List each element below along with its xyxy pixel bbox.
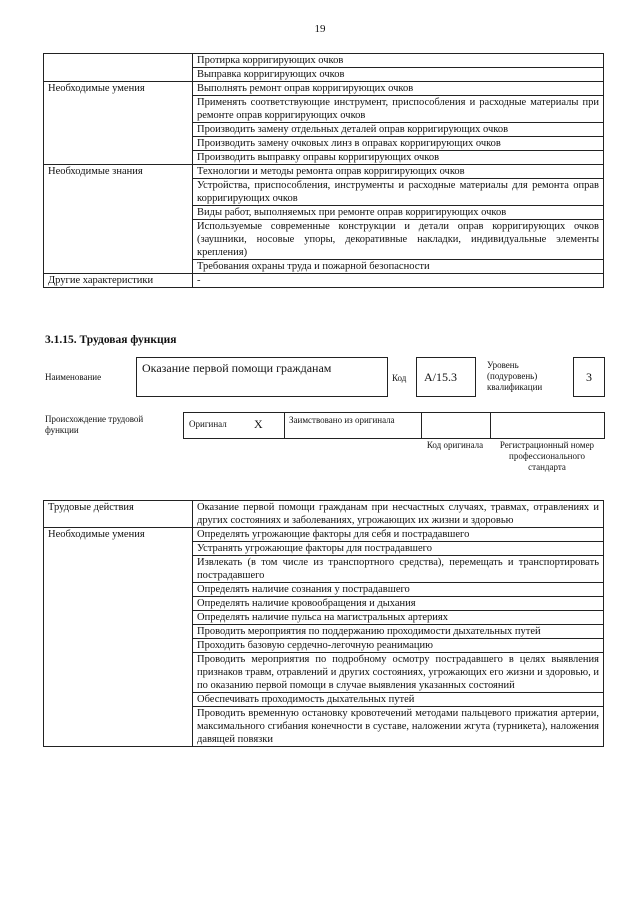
table-row [44,54,604,68]
code-orig-label: Код оригинала [426,440,484,450]
table-row [44,501,604,528]
name-value: Оказание первой помощи гражданам [142,361,332,375]
original-label: Оригинал [189,419,227,429]
code-orig-box [421,412,491,439]
row-item: Проводить мероприятия по поддержанию проходимости дыхательных путей [193,625,604,639]
code-value: А/15.3 [424,370,457,384]
row-label: Необходимые знания [44,165,193,274]
row-label: Другие характеристики [44,274,193,288]
row-label [44,54,193,82]
row-item: Протирка корригирующих очков [193,54,604,68]
table-row [44,274,604,288]
row-item: Производить замену отдельных деталей оправ корригирующих очков [193,123,604,137]
section-title: 3.1.15. Трудовая функция [45,334,177,346]
row-item: Применять соответствующие инструмент, приспособления и расходные материалы при ремонте оправ корригирующих очков [193,96,604,123]
reg-num-box [490,412,605,439]
row-item: Устройства, приспособления, инструменты и расходные материалы для ремонта оправ корригирующих очков [193,179,604,206]
table-row [44,165,604,179]
row-item: Проходить базовую сердечно-легочную реанимацию [193,639,604,653]
table-row [44,82,604,96]
name-box [136,357,388,397]
row-label: Необходимые умения [44,528,193,747]
name-label: Наименование [45,372,102,382]
code-box [416,357,476,397]
level-value: 3 [586,370,592,384]
row-item: Производить выправку оправы корригирующих очков [193,151,604,165]
row-item: Определять угрожающие факторы для себя и пострадавшего [193,528,604,542]
skills-table-bottom [43,500,604,747]
borrowed-label: Заимствовано из оригинала [289,415,395,425]
row-item: Устранять угрожающие факторы для пострадавшего [193,542,604,556]
row-item: Определять наличие пульса на магистральных артериях [193,611,604,625]
level-box [573,357,605,397]
row-item: Виды работ, выполняемых при ремонте оправ корригирующих очков [193,206,604,220]
row-item: Проводить временную остановку кровотечений методами пальцевого прижатия артерии, максимального сгибания конечности в суставе, наложении жгута (турникета), наложения давящей повязки [193,707,604,747]
row-label: Необходимые умения [44,82,193,165]
row-item: Определять наличие сознания у пострадавшего [193,583,604,597]
row-item: Проводить мероприятия по подробному осмотру пострадавшего в целях выявления признаков травм, отравлений и других состояниях, угрожающих его жизни и здоровью, и по оказанию первой помощи в случае выявления указанных состояний [193,653,604,693]
row-item: Используемые современные конструкции и детали оправ корригирующих очков (заушники, носовые упоры, декоративные накладки, индивидуальные элементы крепления) [193,220,604,260]
row-label: Трудовые действия [44,501,193,528]
row-item: Технологии и методы ремонта оправ корригирующих очков [193,165,604,179]
row-item: - [193,274,604,288]
row-item: Определять наличие кровообращения и дыхания [193,597,604,611]
row-item: Выправка корригирующих очков [193,68,604,82]
table-row [44,528,604,542]
skills-table-top [43,53,604,288]
row-item: Выполнять ремонт оправ корригирующих очков [193,82,604,96]
row-item: Извлекать (в том числе из транспортного средства), перемещать и транспортировать пострадавшего [193,556,604,583]
code-label: Код [392,373,407,383]
original-box [183,412,285,439]
original-mark: X [254,417,263,431]
page-number: 19 [314,23,326,35]
row-item: Требования охраны труда и пожарной безопасности [193,260,604,274]
borrowed-box [284,412,422,439]
row-item: Производить замену очковых линз в оправах корригирующих очков [193,137,604,151]
row-item: Обеспечивать проходимость дыхательных путей [193,693,604,707]
origin-label: Происхождение трудовой функции [45,414,144,435]
reg-num-label: Регистрационный номер профессионального стандарта [499,440,595,472]
row-item: Оказание первой помощи гражданам при несчастных случаях, травмах, отравлениях и других состояниях и заболеваниях, угрожающих их жизни и здоровью [193,501,604,528]
level-label: Уровень (подуровень) квалификации [487,360,543,392]
